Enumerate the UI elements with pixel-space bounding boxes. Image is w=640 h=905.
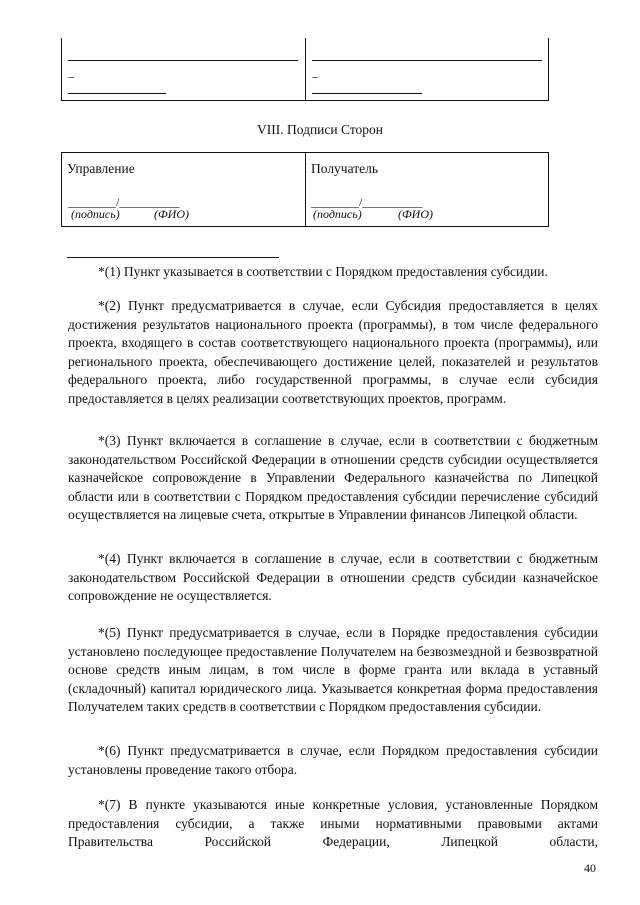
page-number: 40 (584, 861, 596, 875)
sig-table-border-bottom (61, 226, 549, 227)
footnote-7-text: *(7) В пункте указываются иные конкретные условия, установленные Порядком предоставления субсидии, а также иными нормативными правовыми актами Правительства Российской Федерации, Липецкой области, (68, 797, 598, 849)
footnote-4-text: *(4) Пункт включается в соглашение в случае, если в соответствии с бюджетным законодательством Российской Федерации в отношении средств субсидии казначейское сопровождение не осуществляется. (68, 551, 598, 603)
footnote-separator (67, 257, 279, 258)
signature-label-recipient: Получатель (311, 161, 379, 176)
signature-label-administration: Управление (67, 161, 135, 176)
section-title: VIII. Подписи Сторон (256, 122, 384, 137)
footnote-1 (68, 263, 598, 282)
footnote-3 (68, 432, 598, 525)
top-table-border-middle (305, 38, 306, 100)
sig-table-border-right (548, 152, 549, 226)
top-table-border-left (61, 38, 62, 100)
right-cell-line-2 (312, 93, 422, 94)
signature-caption-sign-recipient: (подпись) (313, 207, 362, 221)
top-table-border-bottom (61, 100, 549, 101)
right-cell-line-1 (312, 60, 542, 61)
signature-caption-sign-administration: (подпись) (71, 207, 120, 221)
footnote-5-text: *(5) Пункт предусматривается в случае, если в Порядке предоставления субсидии установлено последующее предоставление Получателем на безвозмездной и безвозвратной основе средств иным лицам, в том числе в форме гранта или вклада в уставный (складочный) капитал юридического лица. Указывается конкретная форма предоставления Получателем таких средств в соответствии с Порядком предоставления субсидии. (68, 625, 598, 714)
left-cell-dash: – (68, 69, 74, 83)
right-cell-dash: – (312, 69, 318, 83)
footnote-6-text: *(6) Пункт предусматривается в случае, если Порядком предоставления субсидии установлены проведение такого отбора. (68, 743, 598, 777)
signature-caption-name-administration: (ФИО) (154, 207, 189, 221)
left-cell-line-2 (68, 93, 166, 94)
footnote-2 (68, 297, 598, 408)
footnote-6 (68, 742, 598, 779)
signature-line-administration: ________/__________ (68, 195, 180, 209)
sig-table-border-left (61, 152, 62, 226)
footnote-3-text: *(3) Пункт включается в соглашение в случае, если в соответствии с бюджетным законодательством Российской Федерации в отношении средств субсидии осуществляется казначейское сопровождение в Управлении Федерального казначейства по Липецкой области или в соответствии с Порядком предоставления субсидии перечисление субсидий осуществляется на лицевые счета, открытые в Управлении финансов Липецкой области. (68, 433, 598, 522)
footnote-2-text: *(2) Пункт предусматривается в случае, если Субсидия предоставляется в целях достижения результатов национального проекта (программы), в том числе федерального проекта, входящего в состав соответствующего национального проекта (программы), или регионального проекта, обеспечивающего достижение целей, показателей и результатов федерального проекта, либо государственной программы, в случае если субсидия предоставляется в целях реализации соответствующих проектов, программ. (68, 298, 598, 406)
top-table-border-right (548, 38, 549, 100)
footnote-4 (68, 550, 598, 606)
footnote-1-text: *(1) Пункт указывается в соответствии с Порядком предоставления субсидии. (98, 264, 548, 279)
signature-caption-name-recipient: (ФИО) (398, 207, 433, 221)
footnote-7 (68, 796, 598, 852)
footnote-5 (68, 624, 598, 717)
sig-table-border-middle (305, 152, 306, 226)
left-cell-line-1 (68, 60, 298, 61)
signature-line-recipient: ________/__________ (311, 195, 423, 209)
